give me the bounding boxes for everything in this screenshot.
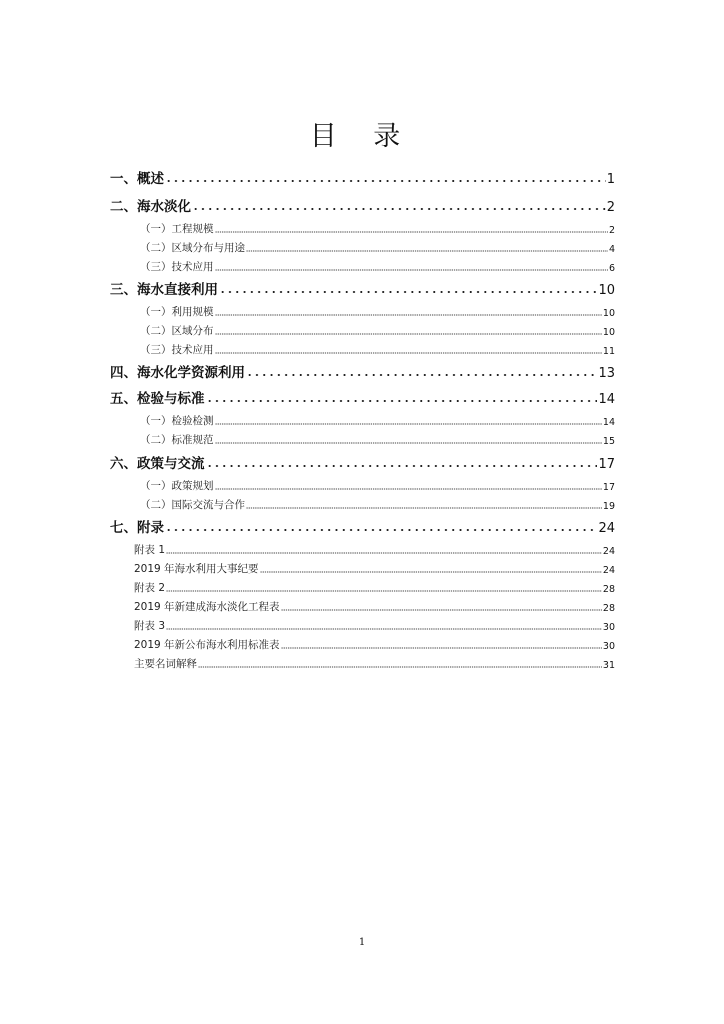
dot-leader [206,454,598,468]
toc-entry-label: （一）检验检测 [140,415,214,427]
dot-leader [198,660,602,668]
toc-page-number: 6 [608,263,615,274]
toc-page-number: 2 [608,225,615,236]
toc-subentry[interactable] [140,322,615,338]
toc-entry-label: 附表 3 [134,620,166,632]
toc-entry-label: （二）区域分布与用途 [140,242,245,254]
toc-page-number: 28 [602,584,615,595]
dot-leader [246,244,608,252]
dot-leader [206,389,598,403]
toc-entry-label: 二、海水淡化 [110,199,191,215]
toc-appendix-entry[interactable] [134,598,615,614]
dot-leader [215,327,602,335]
dot-leader [215,225,608,233]
toc-subentry[interactable] [140,220,615,236]
toc-page-number: 31 [602,660,615,671]
dot-leader [166,622,602,630]
dot-leader [246,501,602,509]
toc-page-number: 10 [602,327,615,338]
toc-entry-appendix[interactable] [110,514,615,536]
toc-appendix-entry[interactable] [134,579,615,595]
dot-leader [192,197,606,211]
dot-leader [215,482,602,490]
dot-leader [260,565,602,573]
toc-entry-overview[interactable] [110,165,615,187]
toc-entry-label: 主要名词解释 [134,658,197,670]
toc-entry-label: （一）政策规划 [140,480,214,492]
toc-page-number: 14 [602,417,615,428]
dot-leader [246,363,597,377]
toc-subentry[interactable] [140,477,615,493]
dot-leader [281,603,602,611]
toc-entry-desalination[interactable] [110,193,615,215]
toc-page-number: 11 [602,346,615,357]
toc-appendix-entry[interactable] [134,617,615,633]
toc-page-number: 2 [606,200,615,215]
page-number-footer: 1 [358,937,366,948]
toc-entry-label: 五、检验与标准 [110,391,205,407]
dot-leader [215,308,602,316]
toc-entry-direct-use[interactable] [110,276,615,298]
toc-page-number: 28 [602,603,615,614]
dot-leader [165,518,597,532]
toc-appendix-entry[interactable] [134,636,615,652]
toc-entry-inspection-standards[interactable] [110,385,615,407]
dot-leader [215,346,602,354]
toc-entry-label: 2019 年海水利用大事纪要 [134,563,259,575]
toc-subentry[interactable] [140,303,615,319]
page-title: 目 录 [309,121,415,152]
toc-page-number: 10 [602,308,615,319]
toc-subentry[interactable] [140,431,615,447]
toc-entry-label: （一）利用规模 [140,306,214,318]
toc-subentry[interactable] [140,341,615,357]
toc-entry-label: 一、概述 [110,171,164,187]
toc-page-number: 24 [602,565,615,576]
dot-leader [215,263,608,271]
toc-entry-label: （二）区域分布 [140,325,214,337]
dot-leader [215,417,602,425]
toc-entry-policy-exchange[interactable] [110,450,615,472]
dot-leader [166,584,602,592]
toc-page-number: 1 [606,172,615,187]
toc-entry-label: （二）国际交流与合作 [140,499,245,511]
toc-page-number: 10 [598,283,615,298]
toc-appendix-entry[interactable] [134,541,615,557]
toc-page-number: 24 [602,546,615,557]
toc-entry-label: （二）标准规范 [140,434,214,446]
toc-page-number: 19 [602,501,615,512]
dot-leader [215,436,602,444]
toc-page-number: 17 [602,482,615,493]
toc-subentry[interactable] [140,239,615,255]
toc-entry-label: 附表 2 [134,582,166,594]
dot-leader [166,546,602,554]
toc-page-number: 15 [602,436,615,447]
toc-subentry[interactable] [140,412,615,428]
toc-page-number: 13 [598,366,615,381]
toc-appendix-entry[interactable] [134,655,615,671]
toc-page-number: 17 [598,457,615,472]
toc-page-number: 30 [602,641,615,652]
dot-leader [281,641,602,649]
toc-page-number: 4 [608,244,615,255]
toc-entry-label: 三、海水直接利用 [110,282,218,298]
toc-page-number: 30 [602,622,615,633]
toc-appendix-entry[interactable] [134,560,615,576]
toc-entry-label: 六、政策与交流 [110,456,205,472]
toc-page-number: 24 [598,521,615,536]
toc-entry-label: （三）技术应用 [140,261,214,273]
toc-entry-label: （三）技术应用 [140,344,214,356]
toc-subentry[interactable] [140,258,615,274]
dot-leader [165,169,606,183]
toc-entry-chemical-resources[interactable] [110,359,615,381]
toc-entry-label: 2019 年新公布海水利用标准表 [134,639,280,651]
toc-entry-label: 2019 年新建成海水淡化工程表 [134,601,280,613]
toc-entry-label: （一）工程规模 [140,223,214,235]
toc-subentry[interactable] [140,496,615,512]
toc-entry-label: 四、海水化学资源利用 [110,365,245,381]
toc-page-number: 14 [598,392,615,407]
toc-entry-label: 七、附录 [110,520,164,536]
dot-leader [219,280,597,294]
toc-entry-label: 附表 1 [134,544,166,556]
